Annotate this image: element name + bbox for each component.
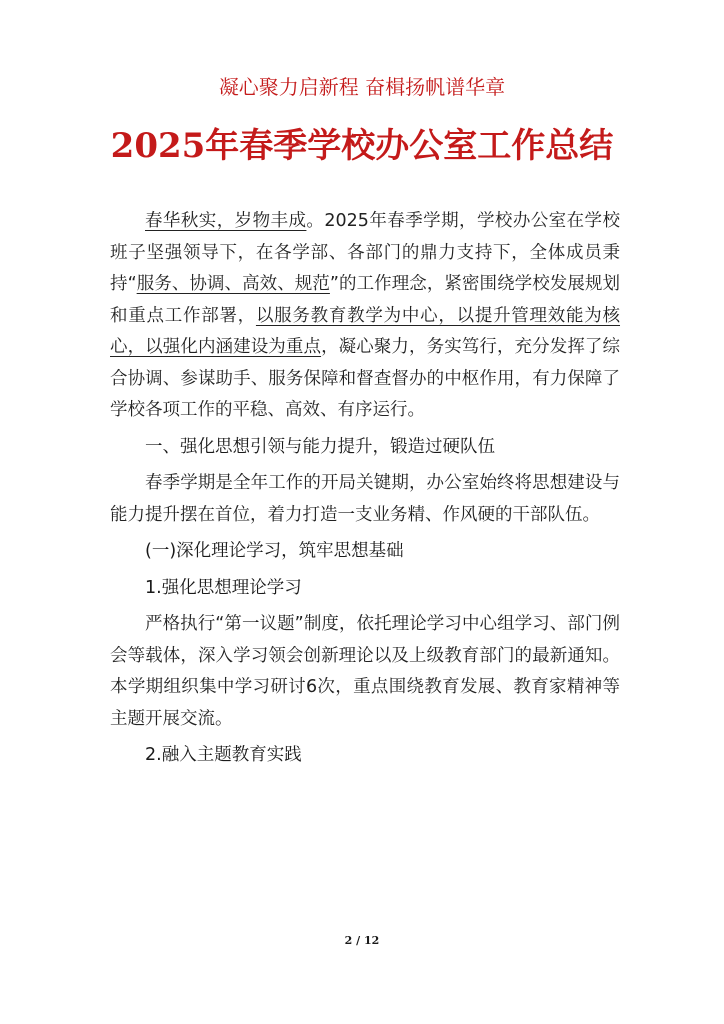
subsection-1-heading: (一)深化理论学习，筑牢思想基础: [145, 541, 404, 561]
page-number: 2 / 12: [344, 934, 380, 947]
intro-text-1: 。2025年春季学期，学校办公室在学校班子坚强领导下，在各学部、各部门的鼎力支持下，全体成员秉持“: [110, 211, 620, 294]
intro-underlined-principles: 服务、协调、高效、规范: [136, 274, 330, 294]
section-1-paragraph: 春季学期是全年工作的开局关键期，办公室始终将思想建设与能力提升摆在首位，着力打造一支业务精、作风硬的干部队伍。: [110, 473, 620, 525]
intro-paragraph: [110, 206, 620, 427]
item-1-paragraph: 严格执行“第一议题”制度，依托理论学习中心组学习、部门例会等载体，深入学习领会创新理论以及上级教育部门的最新通知。本学期组织集中学习研讨6次，重点围绕教育发展、教育家精神等主题开展交流。: [110, 614, 620, 729]
intro-text-2: ”的工作理念，紧密围绕学校发展规划和重点工作部署，: [110, 274, 620, 326]
document-body: [110, 206, 620, 772]
section-1-heading: 一、强化思想引领与能力提升，锻造过硬队伍: [145, 436, 495, 457]
item-1-heading: 1.强化思想理论学习: [145, 577, 302, 598]
intro-text-3: ，凝心聚力，务实笃行，充分发挥了综合协调、参谋助手、服务保障和督查督办的中枢作用，有力保障了学校各项工作的平稳、高效、有序运行。: [110, 337, 621, 420]
document-title: 2025年春季学校办公室工作总结: [110, 126, 614, 166]
intro-underlined-opening: 春华秋实，岁物丰成: [145, 211, 307, 231]
intro-underlined-focus: 以服务教育教学为中心，以提升管理效能为核心，以强化内涵建设为重点: [110, 305, 621, 357]
item-2-heading: 2.融入主题教育实践: [145, 745, 302, 765]
document-subtitle: 凝心聚力启新程 奋楫扬帆谱华章: [218, 75, 506, 99]
